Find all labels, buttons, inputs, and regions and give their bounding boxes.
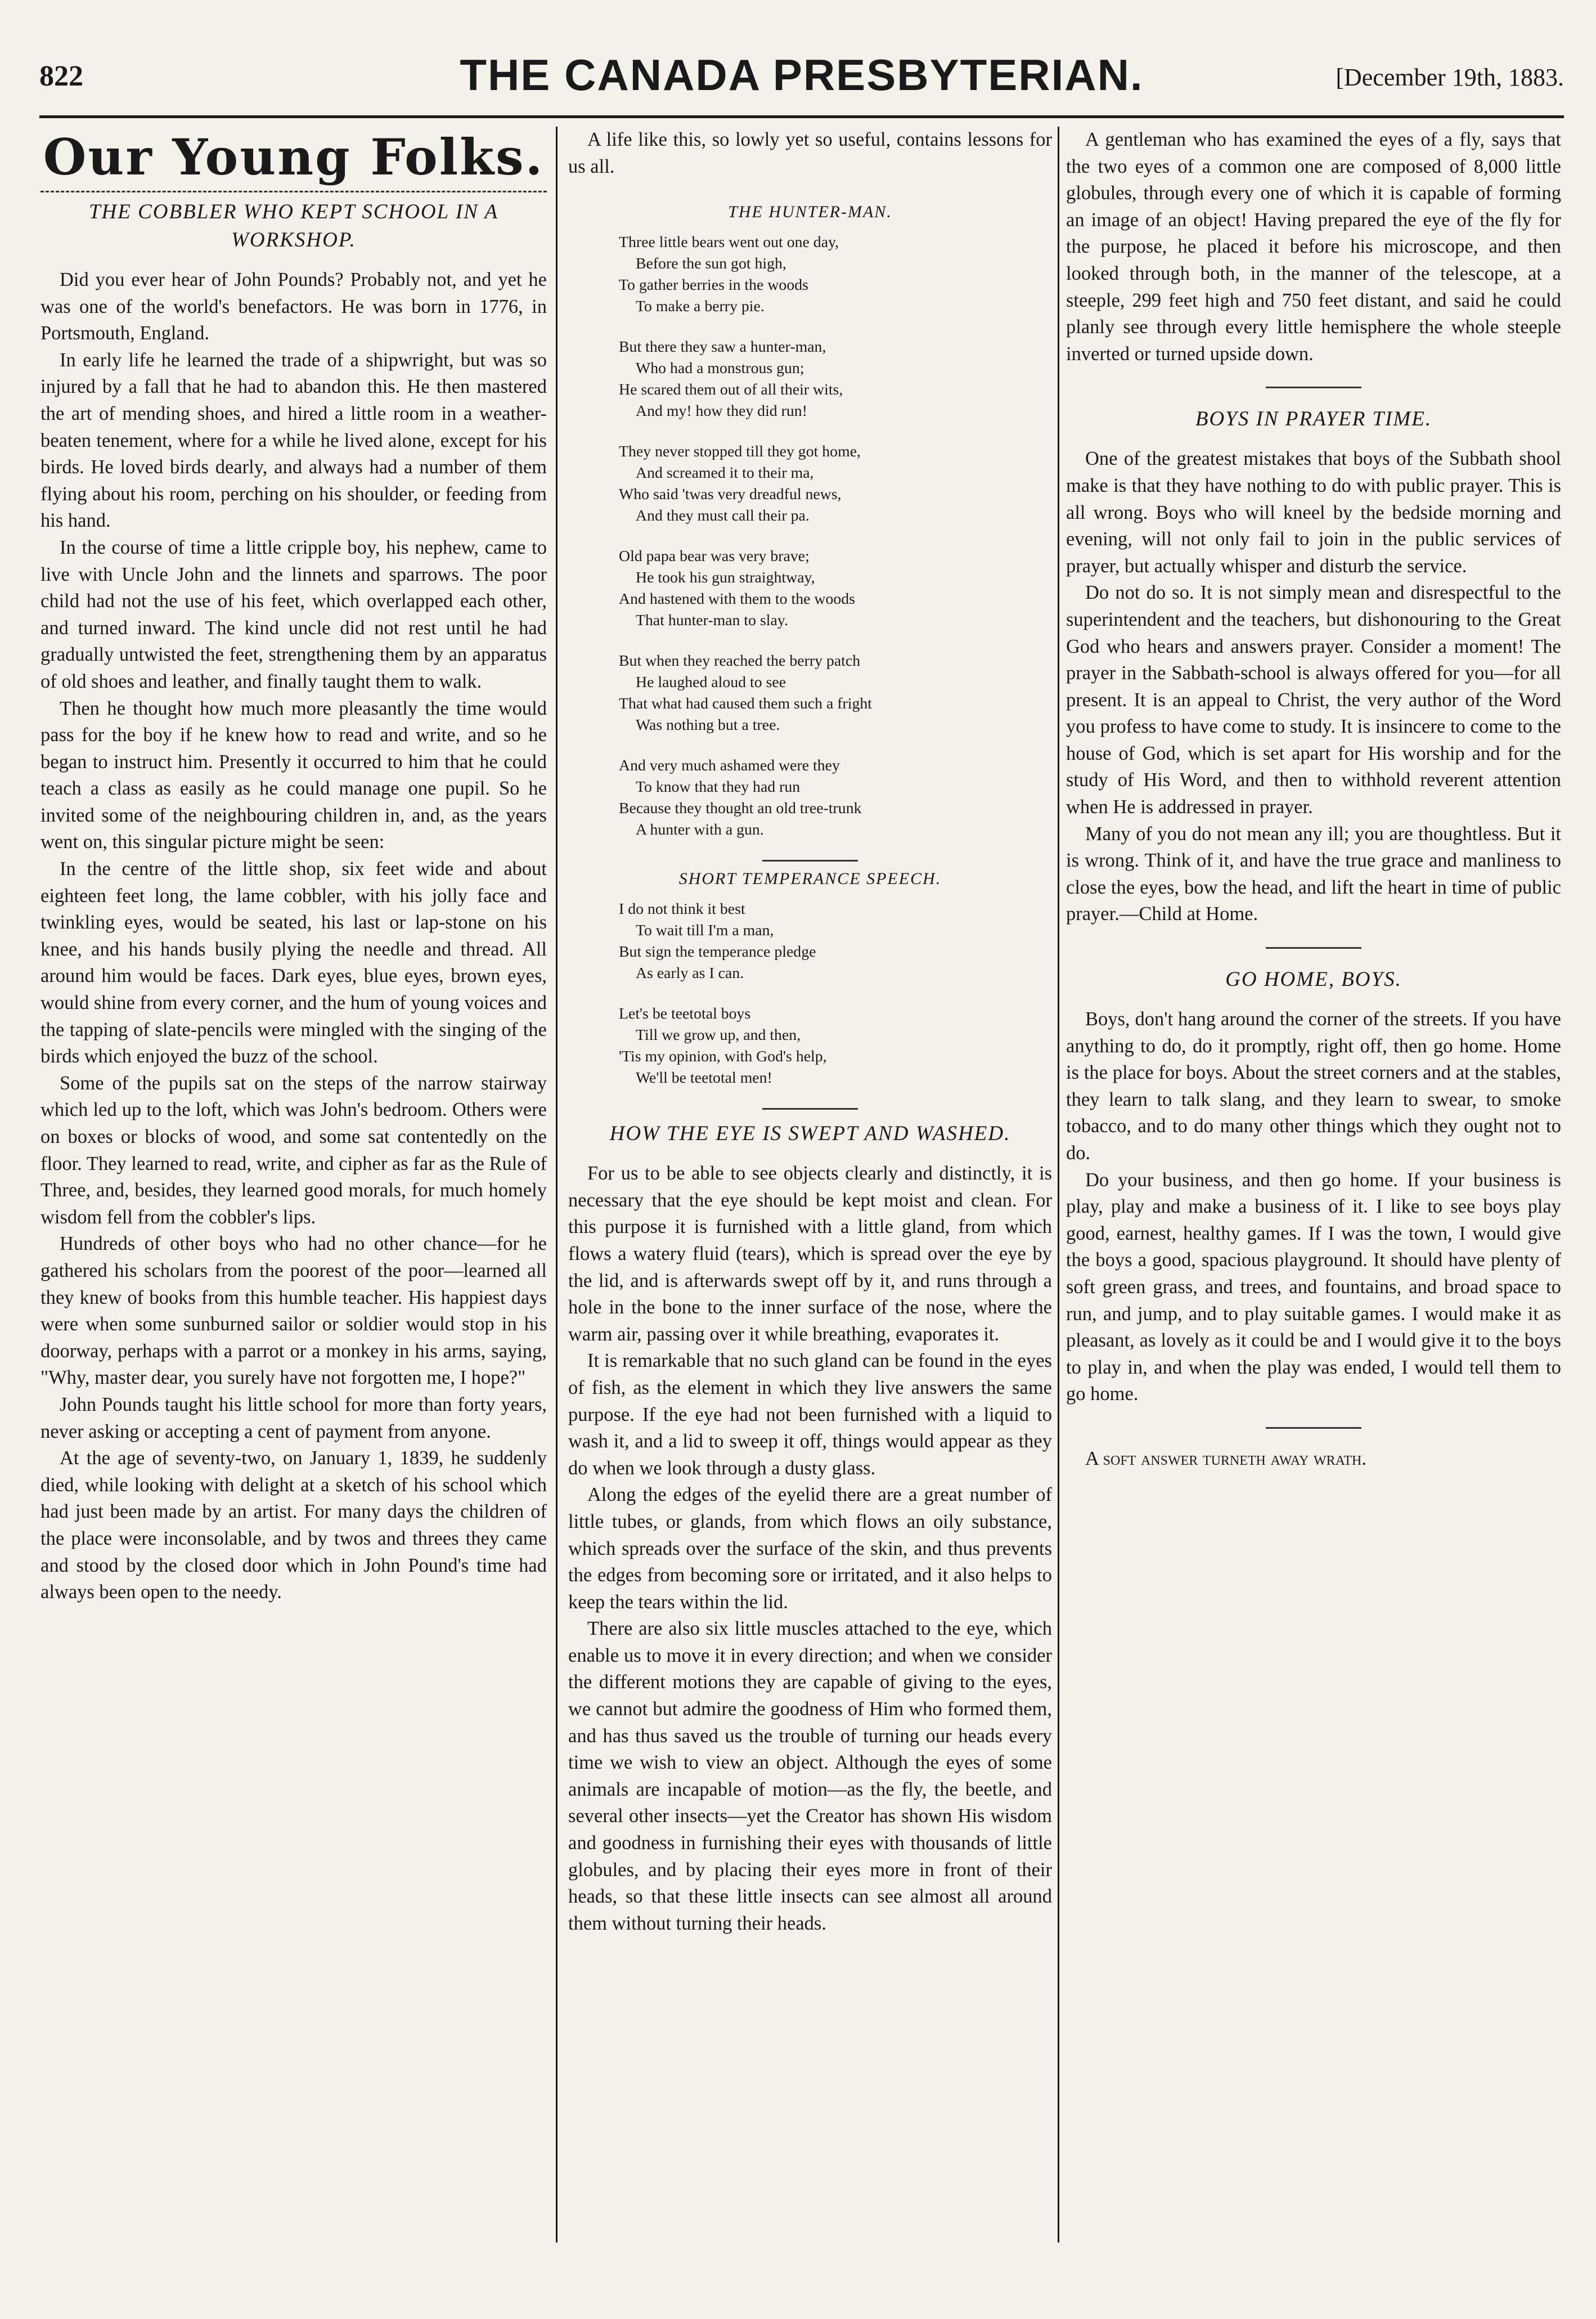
article-paragraph: Then he thought how much more pleasantly the time would pass for the boy if he knew how to read and write, and so he began to instruct him. Presently it occurred to him that he could teach a class as easily as he could manage one pupil. So he invited some of the neighbouring children in, and, as the years went on, this singular picture might be seen: — [41, 697, 547, 853]
divider — [1266, 1427, 1361, 1429]
article-paragraph: It is remarkable that no such gland can be found in the eyes of fish, as the element in which they live answers the same purpose. If the eye had not been furnished with a liquid to wash it, and a lid to sweep it off, things would appear as they do when we look through a dusty glass. — [568, 1350, 1052, 1479]
poem-line: And screamed it to their ma, — [636, 464, 814, 482]
poem-stanza — [619, 337, 1052, 422]
poem-title-temperance: SHORT TEMPERANCE SPEECH. — [678, 869, 942, 889]
poem-line: But sign the temperance pledge — [619, 943, 816, 961]
article-paragraph: There are also six little muscles attached to the eye, which enable us to move it in every direction; and when we consider the different motions they are capable of giving to the eyes, we cannot but admire the goodness of Him who formed them, and has thus saved us the trouble of turning our heads every time we wish to view an object. Although the eyes of some animals are incapable of motion—as the fly, the beetle, and several other insects—yet the Creator has shown His wisdom and goodness in furnishing their eyes with thousands of little globules, and by placing their eyes more in front of their heads, so that these little insects can see almost all around them without turning their heads. — [568, 1618, 1052, 1934]
column-3 — [1066, 127, 1561, 2242]
article-paragraph: Some of the pupils sat on the steps of the narrow stairway which led up to the loft, which was John's bedroom. Others were on boxes or blocks of wood, and some sat contentedly on the floor. They learned to read, write, and cipher as far as the Rule of Three, and, besides, they learned good morals, for much homely wisdom fell from the cobbler's lips. — [41, 1072, 547, 1228]
column-rule — [1058, 127, 1059, 2242]
poem-line: That hunter-man to slay. — [636, 612, 788, 630]
article-paragraph: A life like this, so lowly yet so useful, contains lessons for us all. — [568, 129, 1052, 177]
article-title-prayer: BOYS IN PRAYER TIME. — [1195, 407, 1432, 431]
poem-line: And they must call their pa. — [636, 507, 810, 525]
section-heading: Our Young Folks. — [43, 128, 545, 186]
poem-line: Old papa bear was very brave; — [619, 548, 810, 566]
poem-line: Till we grow up, and then, — [636, 1026, 801, 1044]
poem-line: That what had caused them such a fright — [619, 695, 873, 713]
poem-line: But there they saw a hunter-man, — [619, 338, 826, 356]
article-paragraph: A gentleman who has examined the eyes of a fly, says that the two eyes of a common one are composed of 8,000 little globules, through every one of which it is capable of forming an image of an object! Having prepared the eye of the fly for the purpose, he placed it before his microscope, and then looked through both, in the manner of the telescope, at a steeple, 299 feet high and 750 feet distant, and said he could planly see through every little hemisphere the whole steeple inverted or turned upside down. — [1066, 129, 1561, 365]
poem-line: And very much ashamed were they — [619, 757, 840, 775]
divider — [762, 1108, 858, 1110]
poem-stanza — [619, 1003, 1052, 1089]
article-paragraph: Hundreds of other boys who had no other chance—for he gathered his scholars from the poorest of the poor—learned all they knew of books from this humble teacher. His happiest days were when some sunburned sailor or soldier would stop in his doorway, perhaps with a parrot or a monkey in his arms, saying, "Why, master dear, you surely have not forgotten me, I hope?" — [41, 1233, 547, 1389]
poem-line: To make a berry pie. — [636, 298, 765, 316]
divider — [1266, 387, 1361, 388]
divider — [1266, 947, 1361, 949]
poem-stanza — [619, 899, 1052, 984]
poem-hunter-man — [619, 232, 1052, 841]
poem-line: Let's be teetotal boys — [619, 1005, 751, 1023]
article-title-eye: HOW THE EYE IS SWEPT AND WASHED. — [609, 1122, 1011, 1146]
article-paragraph: Along the edges of the eyelid there are a great number of little tubes, or glands, from which flows an oily substance, which spreads over the surface of the skin, and thus prevents the edges from becoming sore or irritated, and it also helps to keep the tears within the lid. — [568, 1484, 1052, 1613]
closing-proverb: A soft answer turneth away wrath. — [1085, 1447, 1366, 1469]
poem-line: Because they thought an old tree-trunk — [619, 800, 862, 818]
poem-line: He took his gun straightway, — [636, 569, 815, 587]
poem-line: He scared them out of all their wits, — [619, 381, 843, 399]
poem-line: And my! how they did run! — [636, 402, 807, 420]
poem-line: As early as I can. — [636, 965, 744, 983]
article-paragraph: In early life he learned the trade of a shipwright, but was so injured by a fall that he had to abandon this. He then mastered the art of mending shoes, and hired a little room in a weather-beaten tenement, where for a while he lived alone, except for his birds. He loved birds dearly, and always had a number of them flying about his room, perching on his shoulder, or feeding from his hand. — [41, 349, 547, 532]
article-paragraph: For us to be able to see objects clearly and distinctly, it is necessary that the eye should be kept moist and clean. For this purpose it is furnished with a little gland, from which flows a watery fluid (tears), which is spread over the eye by the lid, and is afterwards swept off by it, and runs through a hole in the bone to the inner surface of the nose, where the warm air, passing over it while breathing, evaporates it. — [568, 1163, 1052, 1345]
article-paragraph: Boys, don't hang around the corner of the streets. If you have anything to do, do it promptly, right off, then go home. Home is the place for boys. About the street corners and at the stables, they learn to talk slang, and they learn to swear, to smoke tobacco, and to do many other things which they ought not to do. — [1066, 1008, 1561, 1164]
poem-line: Before the sun got high, — [636, 255, 786, 273]
poem-stanza — [619, 546, 1052, 631]
section-divider — [41, 191, 547, 192]
article-paragraph: One of the greatest mistakes that boys of the Subbath shool make is that they have nothing to do with public prayer. This is all wrong. Boys who will kneel by the bedside morning and evening, will not only fail to join in the public services of prayer, but actually whisper and disturb the service. — [1066, 448, 1561, 577]
poem-stanza — [619, 755, 1052, 841]
poem-line: Three little bears went out one day, — [619, 234, 839, 252]
article-title-home: GO HOME, BOYS. — [1225, 968, 1402, 992]
column-1 — [41, 127, 547, 2242]
article-title-cobbler: THE COBBLER WHO KEPT SCHOOL IN A WORKSHOP. — [88, 200, 498, 252]
poem-line: Who said 'twas very dreadful news, — [619, 486, 842, 504]
column-2 — [568, 127, 1052, 2242]
poem-line: And hastened with them to the woods — [619, 590, 855, 608]
article-paragraph: Do your business, and then go home. If your business is play, play and make a business of it. I like to see boys play good, earnest, healthy games. If I was the town, I would give the boys a good, spacious playground. It should have plenty of soft green grass, and trees, and fountains, and broad space to run, and jump, and to play suitable games. I would make it as pleasant, as lovely as it could be and I would give it to the boys to play in, and when the play was ended, I would tell them to go home. — [1066, 1169, 1561, 1405]
poem-line: Was nothing but a tree. — [636, 716, 780, 734]
article-paragraph: Many of you do not mean any ill; you are thoughtless. But it is wrong. Think of it, and have the true grace and manliness to close the eyes, bow the head, and lift the heart in time of public prayer.—Child at Home. — [1066, 823, 1561, 925]
poem-line: They never stopped till they got home, — [619, 443, 861, 461]
article-paragraph: Do not do so. It is not simply mean and disrespectful to the superintendent and the teachers, but dishonouring to the Great God who hears and answers prayer. Consider a moment! The prayer in the Sabbath-school is always offered for you—for all present. It is an appeal to Christ, the very author of the Word you profess to have come to study. It is insincere to come to the house of God, which is set apart for His worship and for the study of His Word, and then to withhold reverent attention when He is addressed in prayer. — [1066, 582, 1561, 818]
poem-stanza — [619, 651, 1052, 736]
poem-stanza — [619, 441, 1052, 527]
poem-title-hunter: THE HUNTER-MAN. — [728, 203, 892, 222]
poem-line: 'Tis my opinion, with God's help, — [619, 1048, 827, 1066]
poem-stanza — [619, 232, 1052, 317]
issue-date: [December 19th, 1883. — [1336, 64, 1564, 91]
poem-line: We'll be teetotal men! — [636, 1069, 772, 1087]
divider — [762, 860, 858, 862]
poem-line: To know that they had run — [636, 778, 801, 796]
poem-line: To gather berries in the woods — [619, 276, 808, 294]
poem-line: I do not think it best — [619, 900, 745, 918]
poem-line: To wait till I'm a man, — [636, 922, 774, 940]
poem-line: But when they reached the berry patch — [619, 652, 861, 670]
article-paragraph: Did you ever hear of John Pounds? Probably not, and yet he was one of the world's benefactors. He was born in 1776, in Portsmouth, England. — [41, 269, 547, 344]
header-rule — [39, 115, 1564, 118]
article-paragraph: John Pounds taught his little school for more than forty years, never asking or accepting a cent of payment from anyone. — [41, 1393, 547, 1442]
poem-line: A hunter with a gun. — [636, 821, 764, 839]
poem-line: He laughed aloud to see — [636, 674, 786, 692]
page-header — [39, 50, 1564, 117]
article-paragraph: In the course of time a little cripple boy, his nephew, came to live with Uncle John and the linnets and sparrows. The poor child had not the use of his feet, which overlapped each other, and turned inward. The kind uncle did not rest until he had gradually untwisted the feet, strengthening them by an apparatus of old shoes and leather, and finally taught them to walk. — [41, 536, 547, 692]
article-paragraph: At the age of seventy-two, on January 1, 1839, he suddenly died, while looking with delight at a sketch of his school which had just been made by an artist. For many days the children of the place were inconsolable, and by twos and threes they came and stood by the closed door which in John Pound's time had always been open to the needy. — [41, 1447, 547, 1603]
poem-temperance — [619, 899, 1052, 1089]
newspaper-title: THE CANADA PRESBYTERIAN. — [460, 50, 1144, 100]
column-rule — [556, 127, 558, 2242]
page-number: 822 — [39, 60, 83, 92]
article-paragraph: In the centre of the little shop, six feet wide and about eighteen feet long, the lame cobbler, with his jolly face and twinkling eyes, would be seated, his last or lap-stone on his knee, and his hands busily plying the needle and thread. All around him would be faces. Dark eyes, blue eyes, brown eyes, would shine from every corner, and the hum of young voices and the tapping of slate-pencils were mingled with the singing of the birds which enjoyed the buzz of the school. — [41, 858, 547, 1067]
poem-line: Who had a monstrous gun; — [636, 360, 804, 378]
